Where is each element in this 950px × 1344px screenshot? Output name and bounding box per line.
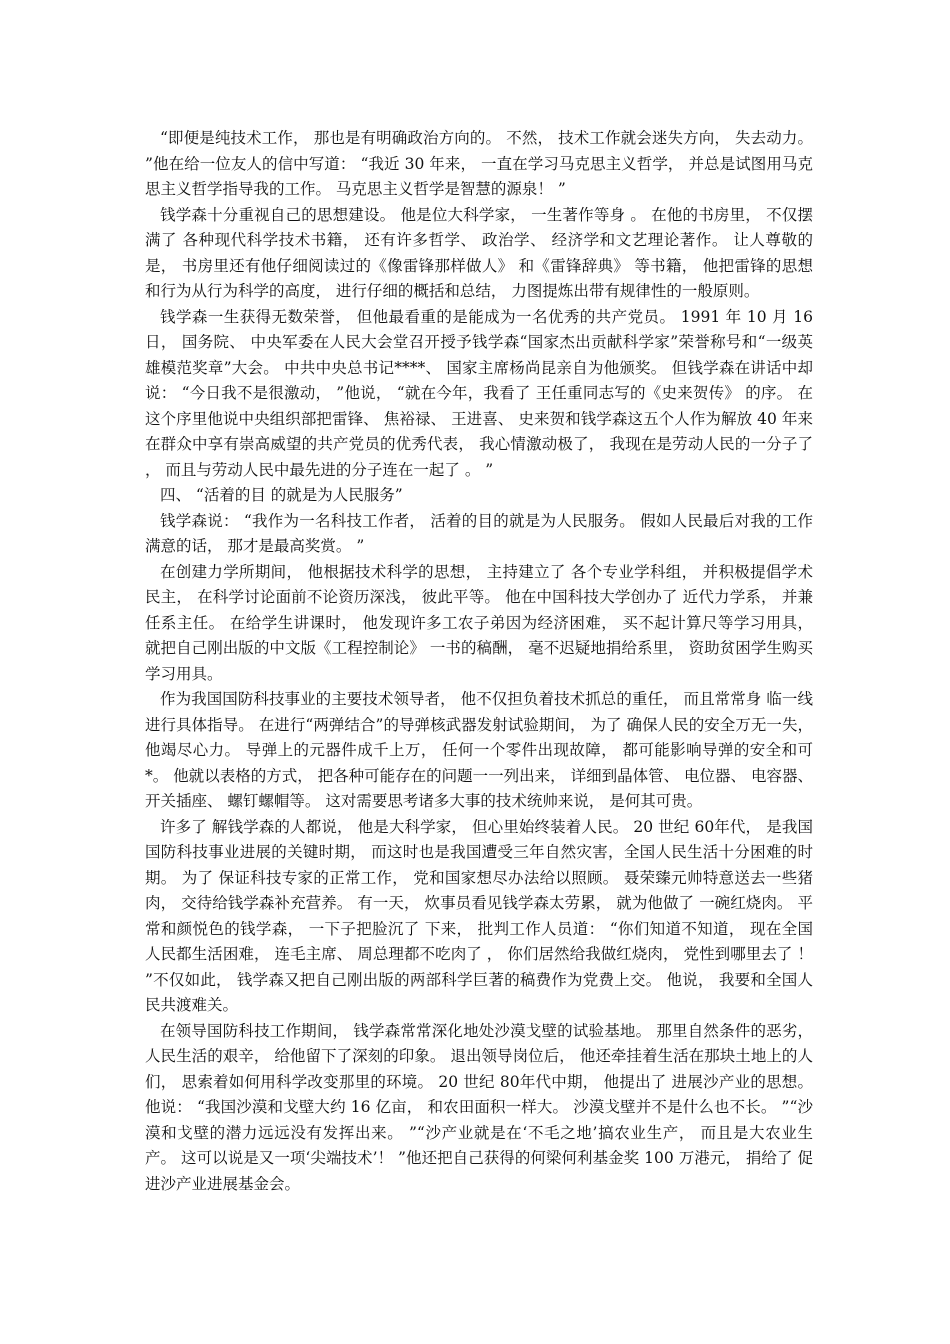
paragraph-desert-industry: 在领导国防科技工作期间， 钱学森常常深化地处沙漠戈壁的试验基地。 那里自然条件的恶劣， 人民生活的艰辛， 给他留下了深刻的印象。 退出领导岗位后， 他还牵挂着生活在那块土地上的人们， 思索着如何用科学改变那里的环境。 20 世纪 80年代中期， 他提出了 进展沙产业的思想。 他说： “我国沙漠和戈壁大约 16 亿亩， 和农田面积一样大。 沙漠戈壁并不是什么也不长。 ”“沙漠和戈壁的潜力远远没有发挥出来。 ”“沙产业就是在‘不毛之地’搞农业生产， 而且是大农业生产。 这可以说是又一项‘尖端技术’！ ”他还把自己获得的何梁何利基金奖 100 万港元， 捐给了 促进沙产业进展基金会。 xyxy=(145,1021,813,1193)
paragraph-defense-leadership: 作为我国国防科技事业的主要技术领导者， 他不仅担负着技术抓总的重任， 而且常常身 临一线进行具体指导。 在进行“两弹结合”的导弹核武器发射试验期间， 为了 确保人民的安全万无一失， 他竭尽心力。 导弹上的元器件成千上万， 任何一个零件出现故障， 都可能影响导弹的安全和可*。 他就以表格的方式， 把各种可能存在的问题一一列出来， 详细到晶体管、 电位器、 电容器、 开关插座、 螺钉螺帽等。 这对需要思考诸多大事的技术统帅来说， 是何其可贵。 xyxy=(145,690,813,810)
document-body xyxy=(145,126,813,1197)
paragraph-hardship-period: 许多了 解钱学森的人都说， 他是大科学家， 但心里始终装着人民。 20 世纪 60年代， 是我国国防科技事业进展的关键时期， 而这时也是我国遭受三年自然灾害，全国人民生活十分困难的时期。 为了 保证科技专家的正常工作， 党和国家想尽办法给以照顾。 聂荣臻元帅特意送去一些猪肉， 交待给钱学森补充营养。 有一天， 炊事员看见钱学森太劳累， 就为他做了 一碗红烧肉。 平常和颜悦色的钱学森， 一下子把脸沉了 下来， 批判工作人员道： “你们知道不知道， 现在全国人民都生活困难， 连毛主席、 周总理都不吃肉了 ， 你们居然给我做红烧肉， 党性到哪里去了 ！ ”不仅如此， 钱学森又把自己刚出版的两部科学巨著的稿费作为党费上交。 他说， 我要和全国人民共渡难关。 xyxy=(145,817,813,1014)
paragraph-political-direction: “即便是纯技术工作， 那也是有明确政治方向的。 不然， 技术工作就会迷失方向， 失去动力。 ”他在给一位友人的信中写道： “我近 30 年来， 一直在学习马克思主义哲学， 并总是试图用马克思主义哲学指导我的工作。 马克思主义哲学是智慧的源泉！ ” xyxy=(145,129,813,198)
paragraph-serve-people: 钱学森说： “我作为一名科技工作者， 活着的目的就是为人民服务。 假如人民最后对我的工作满意的话， 那才是最高奖赏。 ” xyxy=(145,511,813,555)
section-heading: 四、 “活着的目 的就是为人民服务” xyxy=(160,486,403,504)
paragraph-party-member-honor: 钱学森一生获得无数荣誉， 但他最看重的是能成为一名优秀的共产党员。 1991 年 10 月 16 日， 国务院、 中央军委在人民大会堂召开授予钱学森“国家杰出贡献科学家”荣誉称号和“一级英雄模范奖章”大会。 中共中央总书记****、 国家主席杨尚昆亲自为他颁奖。 但钱学森在讲话中却说： “今日我不是很激动， ”他说， “就在今年，我看了 王任重同志写的《史来贺传》 的序。 在这个序里他说中央组织部把雷锋、 焦裕禄、 王进喜、 史来贺和钱学森这五个人作为解放 40 年来在群众中享有崇高威望的共产党员的优秀代表， 我心情激动极了， 我现在是劳动人民的一分子了 ， 而且与劳动人民中最先进的分子连在一起了 。 ” xyxy=(145,307,813,479)
paragraph-mechanics-institute: 在创建力学所期间， 他根据技术科学的思想， 主持建立了 各个专业学科组， 并积极提倡学术民主， 在科学讨论面前不论资历深浅， 彼此平等。 他在中国科技大学创办了 近代力学系， 并兼任系主任。 在给学生讲课时， 他发现许多工农子弟因为经济困难， 买不起计算尺等学习用具， 就把自己刚出版的中文版《工程控制论》 一书的稿酬， 毫不迟疑地捐给系里， 资助贫困学生购买学习用具。 xyxy=(145,562,813,683)
paragraph-ideological-building: 钱学森十分重视自己的思想建设。 他是位大科学家， 一生著作等身 。 在他的书房里， 不仅摆满了 各种现代科学技术书籍， 还有许多哲学、 政治学、 经济学和文艺理论著作。 让人尊敬的是， 书房里还有他仔细阅读过的《像雷锋那样做人》 和《雷锋辞典》 等书籍， 他把雷锋的思想和行为从行为科学的高度， 进行仔细的概括和总结， 力图提炼出带有规律性的一般原则。 xyxy=(145,205,813,300)
